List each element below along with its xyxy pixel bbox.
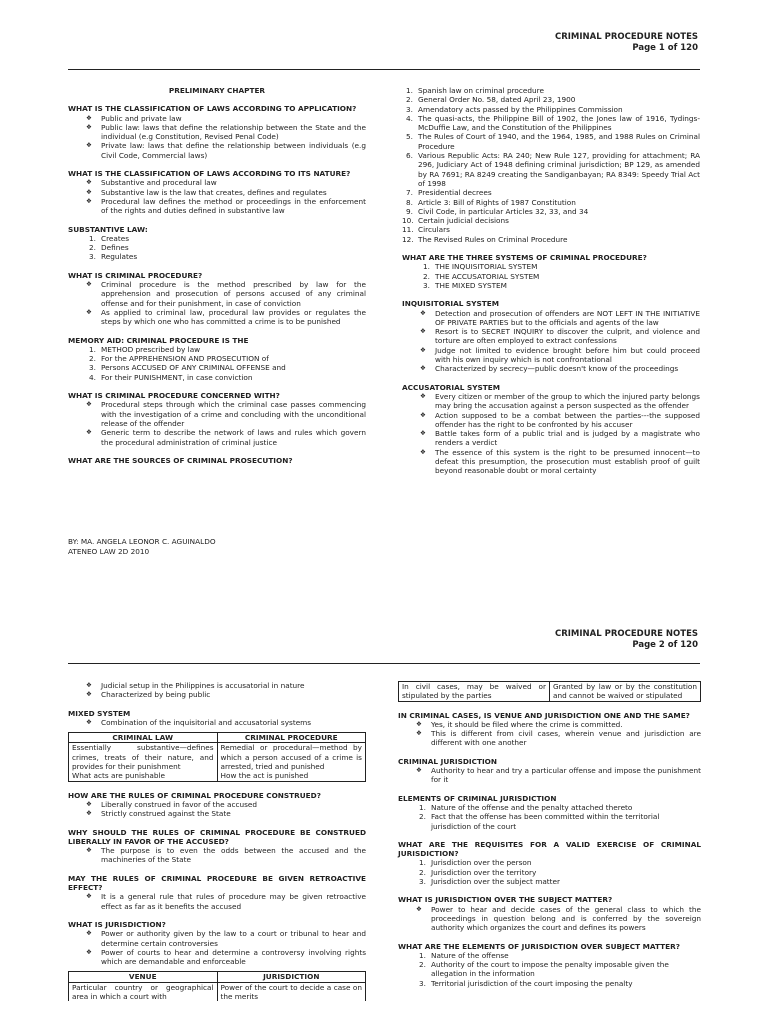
table-cell: Essentially substantive—defines crimes, treats of their nature, and provides for their punishment — [69, 743, 218, 771]
table-row — [69, 982, 366, 1001]
list-item: ❖ Characterized by secrecy—public doesn't know of the proceedings — [420, 364, 700, 373]
venue-vs-jurisdiction-table — [68, 971, 366, 1001]
list-item: ❖ Power of courts to hear and determine a controversy involving rights which are demandable and enforceable — [86, 948, 366, 967]
footer-school: ATENEO LAW 2D 2010 — [68, 547, 150, 556]
footer-author: BY: MA. ANGELA LEONOR C. AGUINALDO — [68, 537, 216, 546]
list-item: ❖ Public and private law — [86, 114, 366, 123]
venue-vs-jurisdiction-table-continued — [398, 681, 701, 702]
section-heading: MIXED SYSTEM — [68, 708, 131, 718]
question-heading: WHAT IS CRIMINAL PROCEDURE CONCERNED WITH? — [68, 391, 280, 401]
table-cell: In civil cases, may be waived or stipulated by the parties — [399, 682, 550, 702]
numbered-list — [398, 803, 701, 831]
page2-header-rule — [68, 663, 700, 664]
table-header: CRIMINAL LAW — [69, 733, 218, 743]
page1-header-rule — [68, 69, 700, 70]
bullet-list — [68, 114, 366, 160]
table-cell: Granted by law or by the constitution and cannot be waived or stipulated — [550, 682, 701, 702]
list-item: 5. The Rules of Court of 1940, and the 1964, 1985, and 1988 Rules on Criminal Procedure — [406, 132, 700, 151]
question-heading: WHAT ARE THE SOURCES OF CRIMINAL PROSECUTION? — [68, 455, 293, 465]
bullet-list — [68, 800, 366, 819]
table-row — [399, 682, 701, 702]
list-item: ❖ Every citizen or member of the group to which the injured party belongs may bring the accusation against a person suspected as the offender — [420, 392, 700, 411]
question-heading: WHAT IS JURISDICTION OVER THE SUBJECT MATTER? — [398, 895, 613, 905]
bullet-list — [402, 392, 700, 476]
bullet-list — [398, 720, 701, 748]
list-item: 4. The quasi-acts, the Philippine Bill of 1902, the Jones law of 1916, Tydings-McDuffie Law, and the Constitution of the Philippines — [406, 113, 700, 133]
bullet-list — [68, 892, 366, 911]
section-heading: ELEMENTS OF CRIMINAL JURISDICTION — [398, 793, 557, 803]
bullet-list — [402, 309, 700, 374]
table-cell: What acts are punishable — [69, 771, 218, 781]
section-heading: SUBSTANTIVE LAW: — [68, 224, 148, 234]
list-item: ❖ Procedural steps through which the criminal case passes commencing with the investigation of a crime and concluding with the unconditional release of the offender — [86, 400, 366, 428]
list-item: ❖ Substantive law is the law that creates, defines and regulates — [86, 188, 366, 197]
list-item: 8. Article 3: Bill of Rights of 1987 Constitution — [406, 197, 576, 207]
list-item: 2. Fact that the offense has been committed within the territorial jurisdiction of the court — [419, 812, 660, 831]
list-item: 1. THE INQUISITORIAL SYSTEM — [423, 262, 538, 272]
table-row — [69, 771, 366, 781]
page2-header — [555, 629, 698, 651]
section-heading: MEMORY AID: CRIMINAL PROCEDURE IS THE — [68, 335, 249, 345]
list-item: ❖ Private law: laws that define the relationship between individuals (e.g Civil Code, Commercial laws) — [86, 141, 366, 160]
question-heading: WHAT ARE THE ELEMENTS OF JURISDICTION OVER SUBJECT MATTER? — [398, 941, 680, 951]
list-item: ❖ Substantive and procedural law — [86, 178, 366, 187]
table-cell: Particular country or geographical area in which a court with — [69, 982, 218, 1001]
list-item: 7. Presidential decrees — [406, 188, 492, 198]
list-item: 1. Nature of the offense and the penalty attached thereto — [419, 802, 633, 812]
list-item: ❖ Strictly construed against the State — [86, 809, 366, 818]
list-item: ❖ Power to hear and decide cases of the general class to which the proceedings in question belong and is conferred by the sovereign authority which organizes the court and defines its powers — [416, 905, 701, 933]
page2-header-page: Page 2 of 120 — [632, 640, 698, 650]
list-item: ❖ Combination of the inquisitorial and accusatorial systems — [86, 718, 366, 727]
numbered-list — [398, 951, 701, 988]
list-item: ❖ Detection and prosecution of offenders are NOT LEFT IN THE INITIATIVE OF PRIVATE PARTIES but to the officials and agents of the law — [420, 309, 700, 328]
table-header: VENUE — [69, 972, 218, 982]
bullet-list — [398, 905, 701, 933]
list-item: 3. Jurisdiction over the subject matter — [419, 877, 561, 887]
page2-left-column — [68, 681, 366, 1001]
list-item: 6. Various Republic Acts: RA 240; New Rule 127, providing for attachment; RA 296, Judiciary Act of 1948 defining criminal jurisdiction; BP 129, as amended by RA 7691; RA 8249 creating the Sandiganbayan; RA 8349: Speedy Trial Act of 1998 — [406, 151, 700, 188]
list-item: ❖ The purpose is to even the odds between the accused and the machineries of the State — [86, 846, 366, 865]
list-item: 2. Authority of the court to impose the penalty imposable given the allegation in the information — [419, 960, 669, 979]
law-vs-procedure-table — [68, 732, 366, 781]
list-item: ❖ Public law: laws that define the relationship between the State and the individual (e.g Constitution, Revised Penal Code) — [86, 123, 366, 142]
table-header: CRIMINAL PROCEDURE — [217, 733, 366, 743]
list-item: 1. Creates — [89, 233, 130, 243]
list-item: 3. Amendatory acts passed by the Philippines Commission — [406, 104, 623, 114]
bullet-list — [68, 929, 366, 966]
list-item: ❖ Criminal procedure is the method prescribed by law for the apprehension and prosecution of persons accused of any criminal offense and for their punishment, in case of conviction — [86, 280, 366, 308]
numbered-list — [68, 345, 366, 382]
table-header: JURISDICTION — [217, 972, 366, 982]
list-item: 1. METHOD prescribed by law — [89, 344, 201, 354]
section-heading: INQUISITORIAL SYSTEM — [402, 299, 500, 309]
list-item: ❖ Judicial setup in the Philippines is accusatorial in nature — [86, 681, 366, 690]
numbered-list — [402, 86, 700, 244]
numbered-list — [402, 262, 700, 290]
bullet-list — [68, 400, 366, 446]
list-item: 1. Jurisdiction over the person — [419, 858, 532, 868]
list-item: 2. Jurisdiction over the territory — [419, 867, 537, 877]
bullet-list — [68, 718, 366, 727]
list-item: 12. The Revised Rules on Criminal Procedure — [402, 234, 568, 244]
page2-right-column — [398, 681, 701, 988]
chapter-title: PRELIMINARY CHAPTER — [168, 86, 266, 95]
question-heading: WHAT ARE THE THREE SYSTEMS OF CRIMINAL PROCEDURE? — [402, 253, 647, 263]
question-heading: HOW ARE THE RULES OF CRIMINAL PROCEDURE CONSTRUED? — [68, 790, 321, 800]
question-heading: WHAT IS JURISDICTION? — [68, 919, 166, 929]
numbered-list — [398, 858, 701, 886]
question-heading: WHAT IS THE CLASSIFICATION OF LAWS ACCORDING TO APPLICATION? — [68, 104, 357, 114]
table-cell: Remedial or procedural—method by which a person accused of a crime is arrested, tried and punished — [217, 743, 366, 771]
list-item: 3. Regulates — [89, 252, 138, 262]
page1-right-column — [402, 86, 700, 476]
question-heading: WHAT ARE THE REQUISITES FOR A VALID EXERCISE OF CRIMINAL JURISDICTION? — [398, 839, 701, 859]
list-item: 10. Certain judicial decisions — [402, 216, 509, 226]
table-cell: How the act is punished — [217, 771, 366, 781]
list-item: 1. Spanish law on criminal procedure — [406, 86, 544, 95]
list-item: 2. General Order No. 58, dated April 23, 1900 — [406, 95, 576, 105]
list-item: 1. Nature of the offense — [419, 950, 509, 960]
list-item: ❖ Procedural law defines the method or proceedings in the enforcement of the rights and duties defined in substantive law — [86, 197, 366, 216]
list-item: ❖ Action supposed to be a combat between the parties---the supposed offender has the right to be confronted by his accuser — [420, 411, 700, 430]
page1-header-page: Page 1 of 120 — [632, 43, 698, 53]
list-item: ❖ This is different from civil cases, wherein venue and jurisdiction are different with one another — [416, 729, 701, 748]
page1-header-title: CRIMINAL PROCEDURE NOTES — [554, 32, 698, 42]
list-item: 3. Persons ACCUSED OF ANY CRIMINAL OFFENSE and — [89, 363, 286, 373]
list-item: ❖ Yes, it should be filed where the crime is committed. — [416, 720, 701, 729]
list-item: ❖ Characterized by being public — [86, 690, 366, 699]
question-heading: WHAT IS THE CLASSIFICATION OF LAWS ACCORDING TO ITS NATURE? — [68, 169, 351, 179]
bullet-list — [68, 846, 366, 865]
list-item: ❖ Battle takes form of a public trial and is judged by a magistrate who renders a verdict — [420, 429, 700, 448]
list-item: 3. Territorial jurisdiction of the court imposing the penalty — [419, 978, 633, 988]
list-item: ❖ It is a general rule that rules of procedure may be given retroactive effect as far as it benefits the accused — [86, 892, 366, 911]
numbered-list — [68, 234, 366, 262]
list-item: ❖ The essence of this system is the right to be presumed innocent—to defeat this presumption, the prosecution must establish proof of guilt beyond reasonable doubt or moral certainty — [420, 448, 700, 476]
bullet-list — [68, 280, 366, 326]
list-item: ❖ Generic term to describe the network of laws and rules which govern the procedural administration of criminal justice — [86, 428, 366, 447]
question-heading: MAY THE RULES OF CRIMINAL PROCEDURE BE GIVEN RETROACTIVE EFFECT? — [68, 873, 366, 893]
list-item: 2. THE ACCUSATORIAL SYSTEM — [423, 271, 540, 281]
question-heading: IN CRIMINAL CASES, IS VENUE AND JURISDICTION ONE AND THE SAME? — [398, 710, 690, 720]
table-cell: Power of the court to decide a case on the merits — [217, 982, 366, 1001]
question-heading: WHY SHOULD THE RULES OF CRIMINAL PROCEDURE BE CONSTRUED LIBERALLY IN FAVOR OF THE ACCUSED? — [68, 827, 366, 846]
list-item: ❖ Resort is to SECRET INQUIRY to discover the culprit, and violence and torture are often employed to extract confessions — [420, 327, 700, 346]
section-heading: CRIMINAL JURISDICTION — [398, 756, 497, 766]
list-item: ❖ Authority to hear and try a particular offense and impose the punishment for it — [416, 766, 701, 785]
list-item: ❖ Judge not limited to evidence brought before him but could proceed with his own inquiry which is not confrontational — [420, 346, 700, 365]
page1-header — [555, 32, 698, 54]
list-item: ❖ As applied to criminal law, procedural law provides or regulates the steps by which one who has committed a crime is to be punished — [86, 308, 366, 327]
list-item: 4. For their PUNISHMENT, in case conviction — [89, 372, 253, 382]
bullet-list — [68, 681, 366, 700]
page1-footer — [68, 537, 216, 557]
table-row — [69, 743, 366, 771]
page1-left-column — [68, 86, 366, 465]
page2-header-title: CRIMINAL PROCEDURE NOTES — [554, 629, 698, 639]
question-heading: WHAT IS CRIMINAL PROCEDURE? — [68, 270, 203, 280]
list-item: 11. Circulars — [402, 225, 450, 235]
bullet-list — [68, 178, 366, 215]
list-item: 9. Civil Code, in particular Articles 32, 33, and 34 — [406, 206, 589, 216]
list-item: 2. For the APPREHENSION AND PROSECUTION of — [89, 354, 269, 364]
list-item: ❖ Liberally construed in favor of the accused — [86, 800, 366, 809]
list-item: 2. Defines — [89, 243, 129, 253]
section-heading: ACCUSATORIAL SYSTEM — [402, 382, 500, 392]
list-item: ❖ Power or authority given by the law to a court or tribunal to hear and determine certain controversies — [86, 929, 366, 948]
list-item: 3. THE MIXED SYSTEM — [423, 280, 507, 290]
bullet-list — [398, 766, 701, 785]
